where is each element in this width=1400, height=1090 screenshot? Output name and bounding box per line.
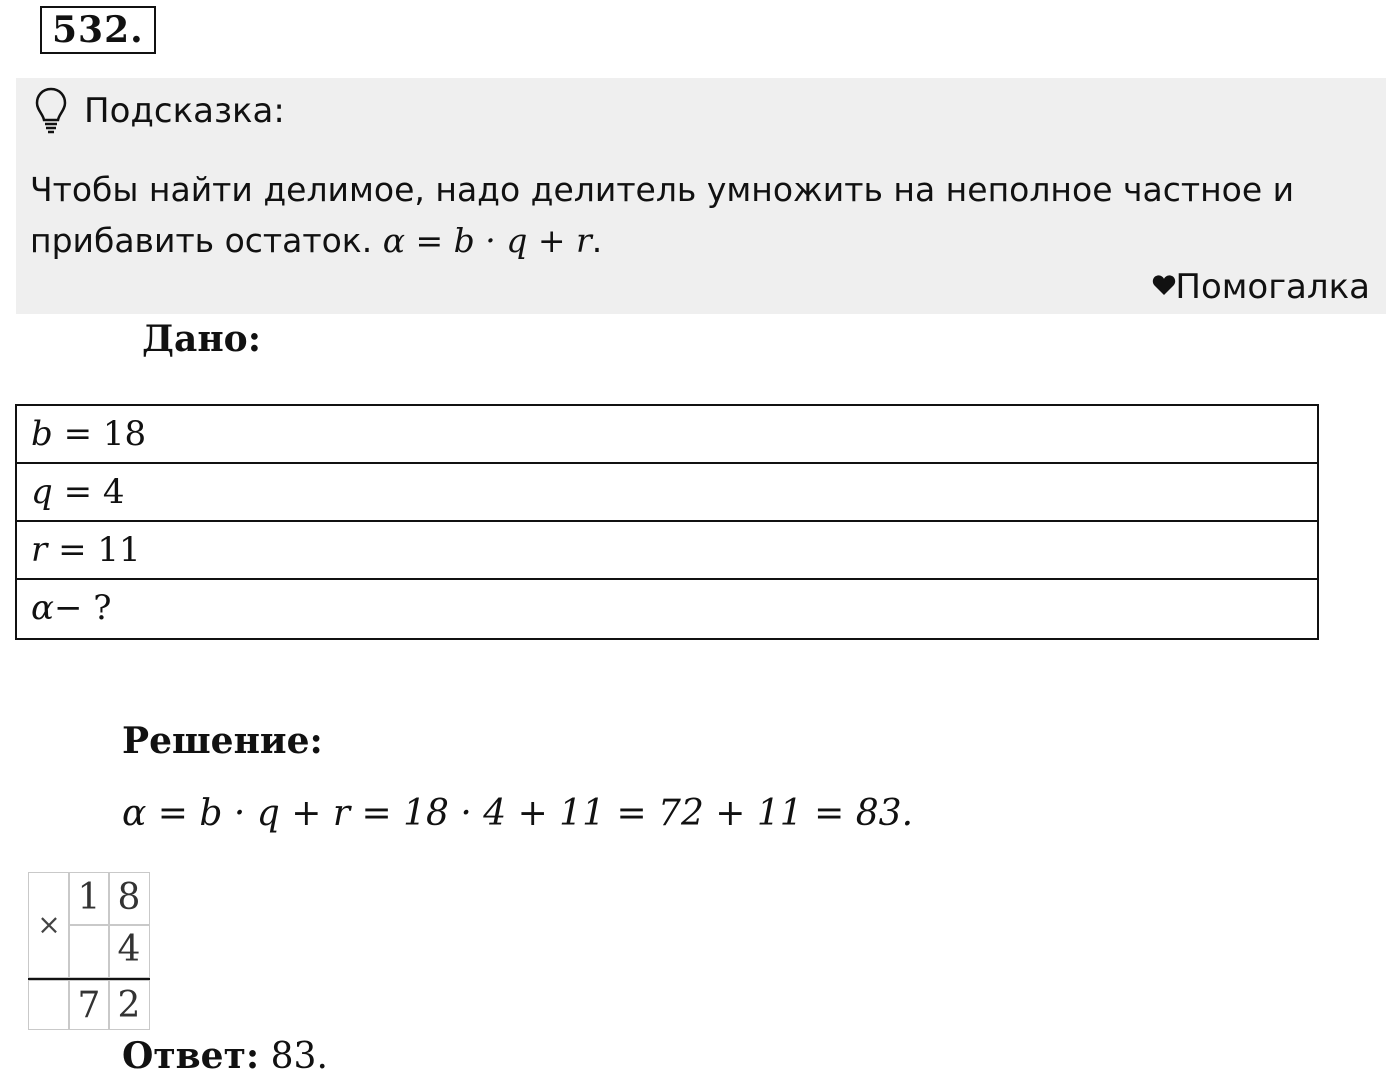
given-row-r	[17, 522, 1317, 580]
hint-formula-end: .	[591, 221, 603, 260]
given-row-q	[17, 464, 1317, 522]
brand-label: Помогалка	[1175, 267, 1370, 307]
empty-cell	[28, 980, 70, 1030]
given-value: − ?	[53, 588, 112, 628]
given-value: = 11	[47, 530, 141, 570]
hint-title: Подсказка:	[84, 91, 285, 131]
task-number: 532.	[40, 6, 156, 54]
answer-label: Ответ:	[122, 1035, 260, 1077]
given-var: b	[31, 414, 53, 454]
digit-cell: 4	[108, 924, 150, 978]
given-row-unknown	[17, 580, 1317, 638]
given-var: α	[31, 588, 54, 628]
heart-icon	[1152, 274, 1176, 296]
given-var: r	[31, 530, 48, 570]
solution-title: Решение:	[122, 720, 323, 762]
digit-cell: 1	[68, 872, 110, 926]
answer-value: 83.	[259, 1036, 328, 1077]
given-table	[15, 404, 1319, 640]
hint-text	[30, 164, 1360, 266]
digit-cell	[68, 924, 110, 978]
given-row-b	[17, 406, 1317, 464]
given-title: Дано:	[142, 318, 261, 360]
digit-cell: 8	[108, 872, 150, 926]
given-value: = 4	[52, 472, 125, 512]
hint-formula: α = b · q + r	[382, 221, 592, 260]
lightbulb-icon	[34, 86, 68, 136]
column-multiplication	[28, 872, 150, 1030]
given-var: q	[31, 472, 53, 512]
digit-cell: 7	[68, 980, 110, 1030]
hint-box	[16, 78, 1386, 314]
given-value: = 18	[52, 414, 147, 454]
hint-text-main: Чтобы найти делимое, надо делитель умножить на неполное частное и прибавить остаток.	[30, 170, 1295, 260]
solution-equation: α = b · q + r = 18 · 4 + 11 = 72 + 11 = 83.	[122, 793, 914, 834]
answer	[122, 1032, 328, 1081]
digit-cell: 2	[108, 980, 150, 1030]
multiply-sign: ×	[28, 872, 70, 978]
